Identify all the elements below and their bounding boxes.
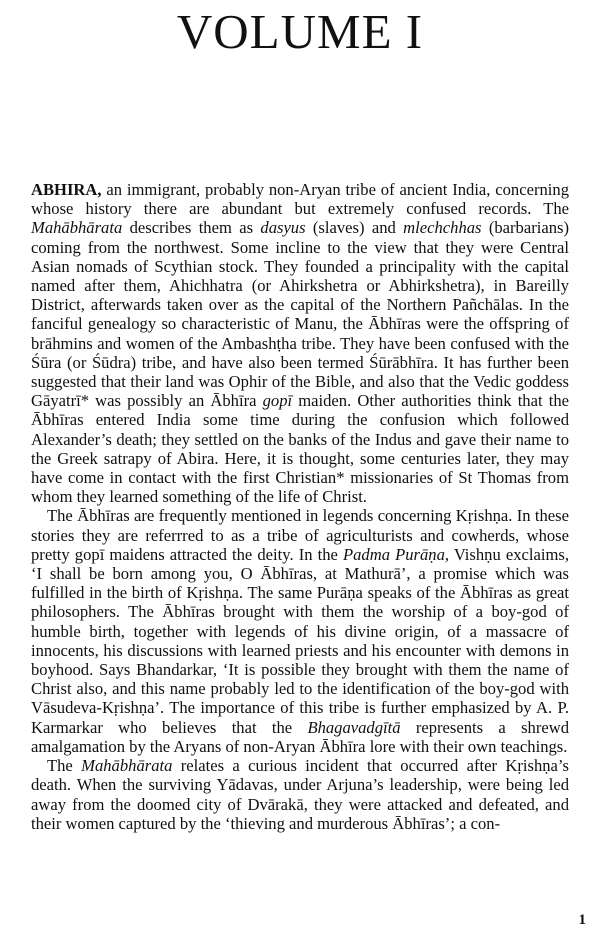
italic-term: Mahābhārata <box>31 218 123 238</box>
text-run: The Ābhīras are frequently mentioned in legends concerning Kṛishṇa. In these stories they are referrred to as a tribe of agriculturists and cowherds, whose pretty gopī maidens attracted the deity. In the <box>31 506 569 564</box>
text-run: describes them as <box>122 218 261 238</box>
text-run: The <box>47 756 82 776</box>
paragraph-2-text <box>31 506 569 755</box>
paragraph-3-text <box>31 756 569 833</box>
text-run: relates a curious incident that occurred after Kṛishṇa’s death. When the surviving Yādavas, under Arjuna’s leadership, were being led away from the doomed city of Dvārakā, they were attacked and defeated, and their women captured by the ‘thieving and murderous Ābhīras’; a con- <box>31 756 569 833</box>
italic-term: Bhagavadgītā <box>307 717 401 737</box>
paragraph-2 <box>31 506 569 756</box>
italic-term: Mahābhārata <box>81 756 173 776</box>
paragraph-1 <box>31 180 569 506</box>
italic-term: mlechchhas <box>403 218 482 238</box>
volume-title: VOLUME I <box>176 4 424 59</box>
text-run: , Vishṇu exclaims, ‘I shall be born among you, O Ābhīras, at Mathurā’, a promise which was fulfilled in the birth of Kṛishṇa. The same Purāṇa speaks of the Ābhīras as great philosophers. The Ābhīras brought with them the worship of a boy-god of humble birth, together with legends of his divine origin, of a massacre of innocents, his discussions with learned priests and his encounter with demons in boyhood. Says Bhandarkar, ‘It is possible they brought with them the name of Christ also, and this name probably led to the identification of the boy-god with Vāsudeva-Kṛishṇa’. The importance of this tribe is further emphasized by A. P. Karmarkar who believes that the <box>31 544 569 737</box>
entry-body <box>31 180 569 833</box>
text-run: (barbarians) coming from the northwest. Some incline to the view that they were Central Asian nomads of Scythian stock. They founded a principality with the capital named after them, Ahichhatra (or Ahirkshetra or Abhirkshetra), in Bareilly District, afterwards taken over as the capital of the Northern Pañchālas. In the fanciful genealogy so characteristic of Manu, the Ābhīras were the offspring of brāhmins and women of the Ambashṭha tribe. They have been confused with the Śūra (or Śūdra) tribe, and have also been termed Śūrābhīra. It has further been suggested that their land was Ophir of the Bible, and also that the Vedic goddess Gāyatrī* was possibly an Ābhīra <box>31 218 569 411</box>
page-number: 1 <box>578 912 586 928</box>
text-run: maiden. Other authorities think that the Ābhīras entered India some time during the confusion which followed Alexander’s death; they settled on the banks of the Indus and gave their name to the Greek satrapy of Abira. Here, it is thought, some centuries later, they may have come in contact with the first Christian* missionaries of St Thomas from whom they learned something of the life of Christ. <box>31 391 569 507</box>
paragraph-1-text <box>31 180 569 506</box>
text-run: an immigrant, probably non-Aryan tribe of ancient India, concerning whose history there are abundant but extremely confused records. The <box>31 180 569 219</box>
entry-headword: ABHIRA, <box>31 180 102 199</box>
text-run: (slaves) and <box>305 218 404 238</box>
paragraph-3 <box>31 756 569 833</box>
text-run: represents a shrewd amalgamation by the Aryans of non-Aryan Ābhīra lore with their own teachings. <box>31 717 569 756</box>
italic-term: Padma Purāṇa <box>342 544 445 564</box>
italic-term: gopī <box>262 391 293 411</box>
italic-term: dasyus <box>260 218 306 238</box>
